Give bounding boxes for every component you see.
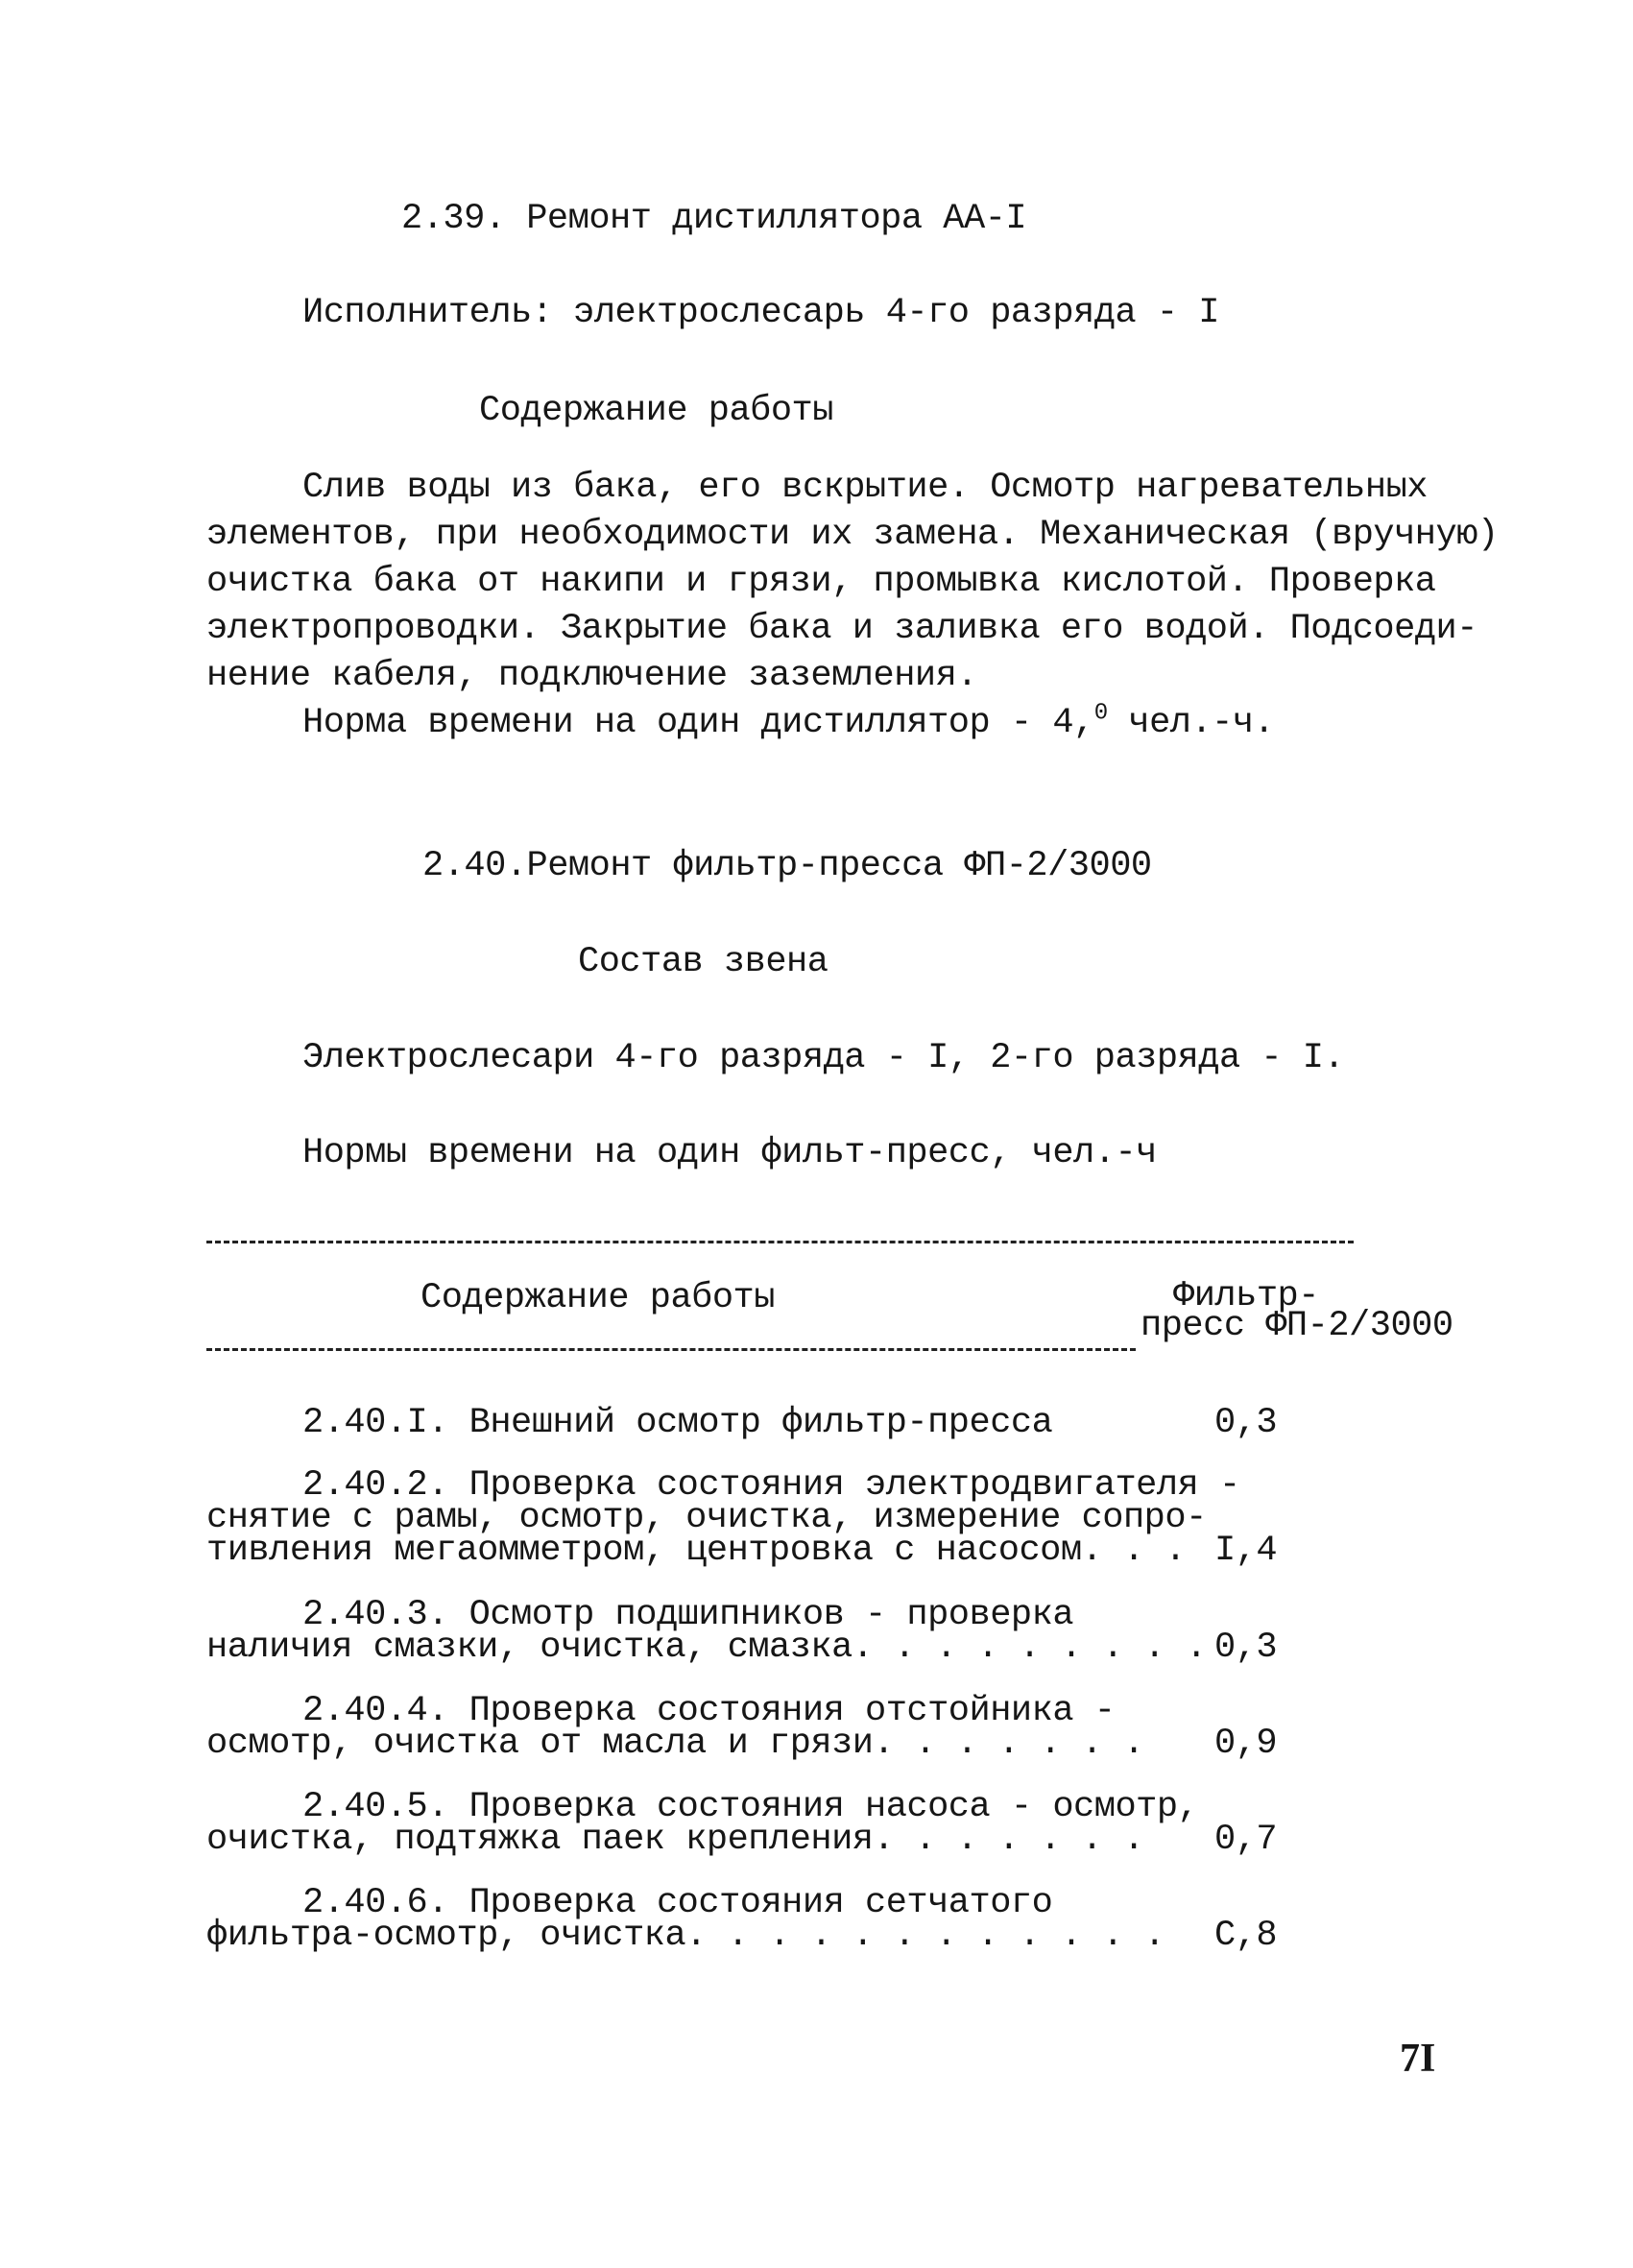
body-line: Слив воды из бака, его вскрытие. Осмотр нагревательных [302,468,1428,508]
row-text: снятие с рамы, осмотр, очистка, измерение сопро- [206,1498,1207,1538]
table-header-unit-line1: Фильтр- [1173,1276,1319,1316]
section-240-title: 2.40.Ремонт фильтр-пресса ФП-2/3000 [422,846,1152,886]
row-value: 0,3 [1214,1403,1278,1443]
table-row [206,1465,1301,1571]
row-text: 2.40.5. Проверка состояния насоса - осмотр, [302,1787,1199,1827]
row-text: тивления мегаомметром, центровка с насосом. . . [206,1531,1187,1571]
row-text: наличия смазки, очистка, смазка. . . . . . . . . [206,1628,1207,1668]
norm-line [206,700,1454,747]
table-header-unit-line2: пресс ФП-2/3000 [1141,1306,1453,1346]
norms-caption: Нормы времени на один фильт-пресс, чел.-ч [302,1133,1157,1173]
row-text: 2.40.I. Внешний осмотр фильтр-пресса [302,1403,1053,1443]
table-top-rule [206,1241,1354,1243]
row-text: фильтра-осмотр, очистка. . . . . . . . . . . . [206,1916,1165,1956]
section-240-team-heading: Состав звена [578,942,829,982]
table-row [206,1787,1301,1860]
table-row [206,1883,1301,1956]
body-line: нение кабеля, подключение заземления. [206,656,978,696]
row-text: 2.40.3. Осмотр подшипников - проверка [302,1595,1074,1635]
body-line: очистка бака от накипи и грязи, промывка кислотой. Проверка [206,562,1436,602]
norm-suffix: чел.-ч. [1107,703,1275,743]
table-row [206,1403,1301,1443]
row-value: I,4 [1214,1531,1278,1571]
section-239-body [206,465,1499,747]
row-text: 2.40.6. Проверка состояния сетчатого [302,1883,1053,1923]
row-text: 2.40.4. Проверка состояния отстойника - [302,1691,1116,1731]
row-text: очистка, подтяжка паек крепления. . . . . . . [206,1820,1144,1860]
row-text: 2.40.2. Проверка состояния электродвигателя - [302,1465,1240,1506]
body-line: элементов, при необходимости их замена. Механическая (вручную) [206,515,1499,555]
table-header-rule [206,1348,1136,1351]
row-value: 0,3 [1214,1628,1278,1668]
norm-prefix: Норма времени на один дистиллятор - 4, [302,703,1094,743]
norm-sup: 0 [1093,700,1108,727]
section-239-executor: Исполнитель: электрослесарь 4-го разряда - I [302,293,1219,333]
row-value: 0,7 [1214,1820,1278,1860]
row-value: 0,9 [1214,1724,1278,1764]
table-row [206,1691,1301,1764]
body-line: электропроводки. Закрытие бака и заливка его водой. Подсоеди- [206,609,1477,649]
section-239-content-heading: Содержание работы [479,391,833,431]
section-239-title: 2.39. Ремонт дистиллятора АА-I [401,199,1027,239]
table-header-work: Содержание работы [420,1278,775,1318]
row-value: С,8 [1214,1916,1278,1956]
page-number: 7I [1400,2037,1436,2081]
section-240-team: Электрослесари 4-го разряда - I, 2-го разряда - I. [302,1038,1345,1078]
table-row [206,1595,1301,1668]
row-text: осмотр, очистка от масла и грязи. . . . . . . [206,1724,1144,1764]
